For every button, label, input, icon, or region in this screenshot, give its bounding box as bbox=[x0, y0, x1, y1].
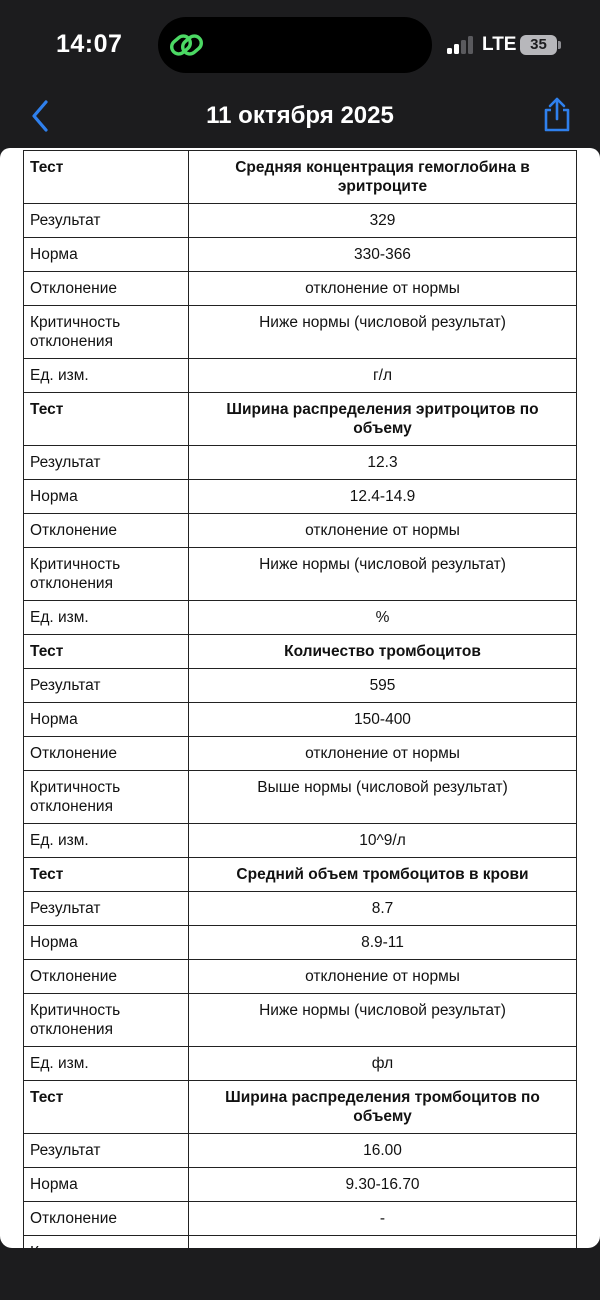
battery-icon: 35 bbox=[520, 35, 557, 55]
row-key: Результат bbox=[24, 1134, 189, 1168]
row-key: Тест bbox=[24, 1081, 189, 1134]
table-row bbox=[24, 548, 577, 601]
bottom-area bbox=[0, 1248, 600, 1300]
results-table bbox=[23, 150, 577, 1289]
row-key: Критичность отклонения bbox=[24, 994, 189, 1047]
table-row bbox=[24, 926, 577, 960]
table-row bbox=[24, 601, 577, 635]
row-key: Результат bbox=[24, 669, 189, 703]
page-title: 11 октября 2025 bbox=[206, 102, 394, 129]
table-row bbox=[24, 737, 577, 771]
row-key: Ед. изм. bbox=[24, 359, 189, 393]
row-key: Отклонение bbox=[24, 514, 189, 548]
row-key: Ед. изм. bbox=[24, 824, 189, 858]
row-key: Норма bbox=[24, 238, 189, 272]
table-row bbox=[24, 1168, 577, 1202]
row-value: Выше нормы (числовой результат) bbox=[189, 771, 577, 824]
row-value: 150-400 bbox=[189, 703, 577, 737]
share-icon bbox=[540, 96, 574, 134]
row-value: 329 bbox=[189, 204, 577, 238]
row-value: 16.00 bbox=[189, 1134, 577, 1168]
row-value: отклонение от нормы bbox=[189, 737, 577, 771]
row-key: Критичность отклонения bbox=[24, 548, 189, 601]
table-row bbox=[24, 306, 577, 359]
table-row bbox=[24, 669, 577, 703]
row-value: Средняя концентрация гемоглобина в эритроците bbox=[189, 151, 577, 204]
row-key: Ед. изм. bbox=[24, 1047, 189, 1081]
row-key: Норма bbox=[24, 1168, 189, 1202]
table-row-test bbox=[24, 151, 577, 204]
row-value: отклонение от нормы bbox=[189, 272, 577, 306]
table-row bbox=[24, 480, 577, 514]
row-key: Критичность отклонения bbox=[24, 306, 189, 359]
table-row bbox=[24, 1134, 577, 1168]
table-row bbox=[24, 771, 577, 824]
row-value: отклонение от нормы bbox=[189, 960, 577, 994]
table-row bbox=[24, 824, 577, 858]
table-row bbox=[24, 1047, 577, 1081]
row-value: Ширина распределения тромбоцитов по объему bbox=[189, 1081, 577, 1134]
row-key: Отклонение bbox=[24, 272, 189, 306]
dynamic-island[interactable] bbox=[158, 17, 432, 73]
row-value: Количество тромбоцитов bbox=[189, 635, 577, 669]
row-value: 10^9/л bbox=[189, 824, 577, 858]
row-value: Ниже нормы (числовой результат) bbox=[189, 994, 577, 1047]
row-value: 330-366 bbox=[189, 238, 577, 272]
row-key: Норма bbox=[24, 703, 189, 737]
table-row-test bbox=[24, 393, 577, 446]
row-key: Результат bbox=[24, 204, 189, 238]
row-value: Ниже нормы (числовой результат) bbox=[189, 548, 577, 601]
table-row bbox=[24, 238, 577, 272]
battery-tip bbox=[558, 41, 561, 49]
row-value: г/л bbox=[189, 359, 577, 393]
row-key: Норма bbox=[24, 926, 189, 960]
row-key: Тест bbox=[24, 635, 189, 669]
row-key: Тест bbox=[24, 393, 189, 446]
row-key: Ед. изм. bbox=[24, 601, 189, 635]
share-button[interactable] bbox=[540, 96, 574, 134]
row-value: 12.4-14.9 bbox=[189, 480, 577, 514]
status-bar bbox=[0, 0, 600, 90]
cellular-signal-icon bbox=[447, 36, 475, 54]
row-value: отклонение от нормы bbox=[189, 514, 577, 548]
link-rings-icon bbox=[168, 29, 206, 61]
row-value: 595 bbox=[189, 669, 577, 703]
row-key: Результат bbox=[24, 446, 189, 480]
table-row bbox=[24, 204, 577, 238]
table-row bbox=[24, 514, 577, 548]
row-value: 12.3 bbox=[189, 446, 577, 480]
row-value: Средний объем тромбоцитов в крови bbox=[189, 858, 577, 892]
row-value: % bbox=[189, 601, 577, 635]
row-value: 9.30-16.70 bbox=[189, 1168, 577, 1202]
table-row bbox=[24, 359, 577, 393]
network-type: LTE bbox=[482, 34, 517, 55]
table-row bbox=[24, 892, 577, 926]
row-key: Норма bbox=[24, 480, 189, 514]
table-row bbox=[24, 1202, 577, 1236]
row-key: Тест bbox=[24, 858, 189, 892]
document-view[interactable] bbox=[0, 148, 600, 1248]
row-value: - bbox=[189, 1202, 577, 1236]
table-row-test bbox=[24, 858, 577, 892]
table-row-test bbox=[24, 635, 577, 669]
row-key: Отклонение bbox=[24, 960, 189, 994]
row-value: 8.9-11 bbox=[189, 926, 577, 960]
row-key: Отклонение bbox=[24, 1202, 189, 1236]
row-key: Критичность отклонения bbox=[24, 771, 189, 824]
status-time: 14:07 bbox=[56, 30, 123, 58]
table-row bbox=[24, 994, 577, 1047]
table-row bbox=[24, 703, 577, 737]
nav-bar bbox=[0, 90, 600, 148]
row-key: Отклонение bbox=[24, 737, 189, 771]
table-row bbox=[24, 272, 577, 306]
table-row bbox=[24, 446, 577, 480]
row-value: Ниже нормы (числовой результат) bbox=[189, 306, 577, 359]
row-value: 8.7 bbox=[189, 892, 577, 926]
table-row-test bbox=[24, 1081, 577, 1134]
row-value: Ширина распределения эритроцитов по объему bbox=[189, 393, 577, 446]
row-key: Тест bbox=[24, 151, 189, 204]
row-key: Результат bbox=[24, 892, 189, 926]
table-row bbox=[24, 960, 577, 994]
row-value: фл bbox=[189, 1047, 577, 1081]
